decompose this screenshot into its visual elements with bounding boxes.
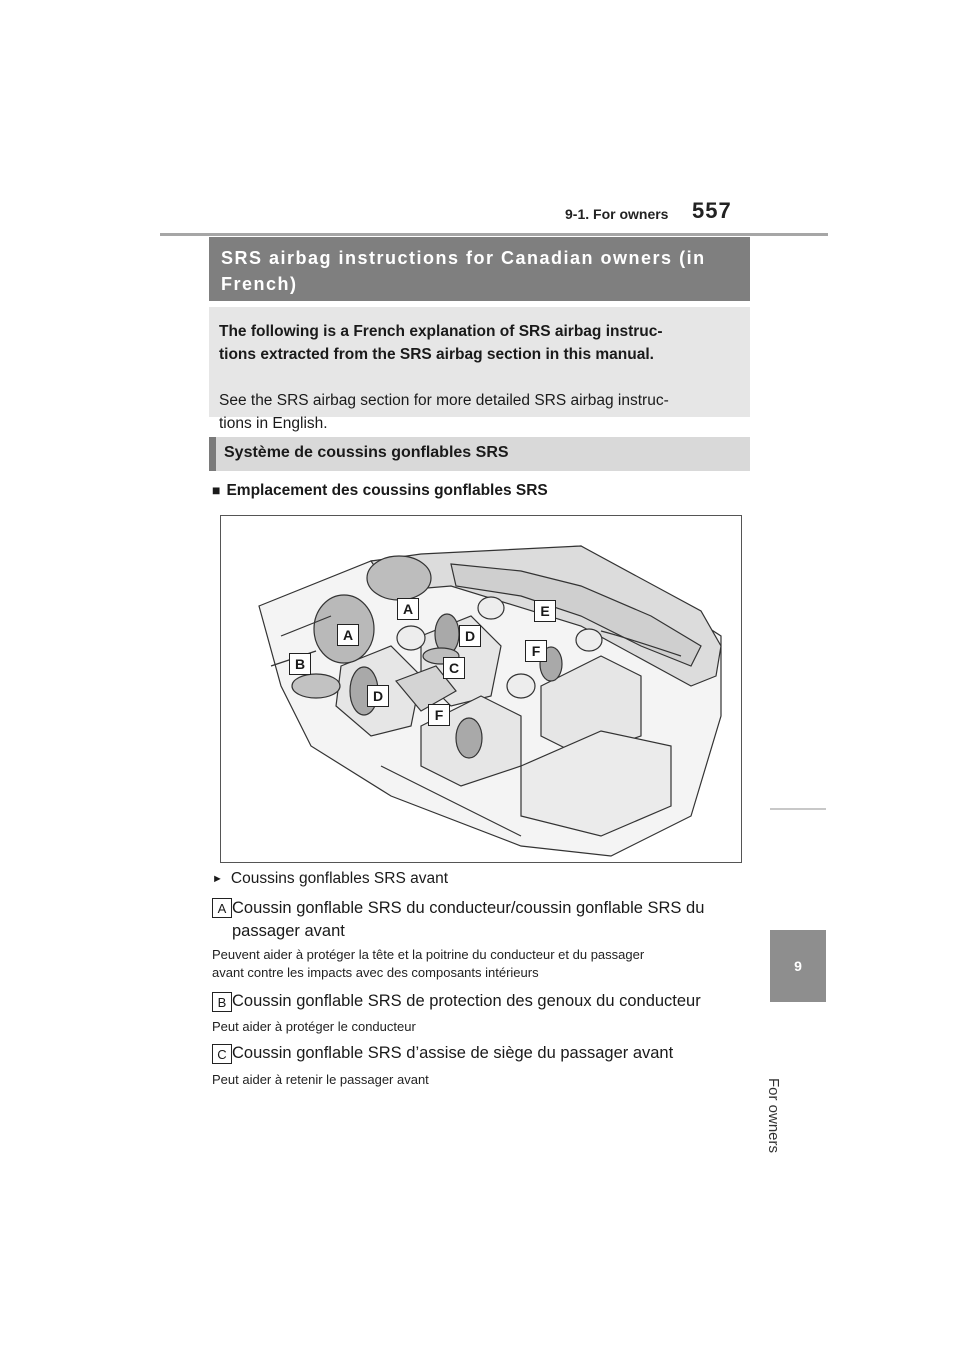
side-tab-rule xyxy=(770,808,826,810)
item-a-title-line-1: Coussin gonflable SRS du conducteur/coussin gonflable SRS du xyxy=(232,899,705,917)
bullet-text: Coussins gonflables SRS avant xyxy=(230,870,449,887)
section-title-box xyxy=(209,237,750,301)
triangle-bullet-icon: ► xyxy=(212,873,223,885)
callout-a-passenger: A xyxy=(397,598,419,620)
item-b-title: Coussin gonflable SRS de protection des genoux du conducteur xyxy=(232,992,701,1010)
airbag-location-figure xyxy=(220,515,742,863)
front-airbags-bullet xyxy=(212,870,448,888)
chapter-tab xyxy=(770,930,826,1002)
callout-c: C xyxy=(443,657,465,679)
intro-plain-paragraph xyxy=(219,389,744,435)
badge-a: A xyxy=(212,898,232,918)
item-a-desc-line-2: avant contre les impacts avec des composants intérieurs xyxy=(212,965,539,980)
callout-d-passenger: D xyxy=(459,625,481,647)
item-b-description: Peut aider à protéger le conducteur xyxy=(212,1019,416,1034)
item-a-description xyxy=(212,946,752,982)
callout-f-front: F xyxy=(525,640,547,662)
callout-a-driver: A xyxy=(337,624,359,646)
chapter-number: 9 xyxy=(794,958,802,974)
callout-f-rear: F xyxy=(428,704,450,726)
badge-b: B xyxy=(212,992,232,1012)
chapter-label: For owners xyxy=(765,1078,782,1154)
location-heading-text: Emplacement des coussins gonflables SRS xyxy=(226,482,548,499)
section-title: SRS airbag instructions for Canadian owners (in French) xyxy=(221,248,706,294)
callout-d-driver: D xyxy=(367,685,389,707)
vehicle-interior-illustration xyxy=(221,516,741,862)
header-rule xyxy=(160,233,828,236)
item-c-description: Peut aider à retenir le passager avant xyxy=(212,1072,429,1087)
intro-bold-line-1: The following is a French explanation of SRS airbag instruc- xyxy=(219,323,663,340)
section-label: 9-1. For owners xyxy=(565,206,669,222)
intro-plain-line-2: tions in English. xyxy=(219,415,328,432)
subsection-title: Système de coussins gonflables SRS xyxy=(224,444,509,461)
item-a-desc-line-1: Peuvent aider à protéger la tête et la poitrine du conducteur et du passager xyxy=(212,947,645,962)
item-c-title: Coussin gonflable SRS d’assise de siège du passager avant xyxy=(232,1044,674,1062)
intro-plain-line-1: See the SRS airbag section for more detailed SRS airbag instruc- xyxy=(219,392,669,409)
chapter-tab-label xyxy=(765,1010,806,1154)
location-heading xyxy=(212,482,548,500)
page-number: 557 xyxy=(692,198,732,223)
square-bullet-icon: ■ xyxy=(212,482,221,498)
intro-bold-paragraph xyxy=(219,320,744,366)
callout-b: B xyxy=(289,653,311,675)
intro-bold-line-2: tions extracted from the SRS airbag section in this manual. xyxy=(219,346,654,363)
item-a-title xyxy=(232,897,752,943)
callout-e: E xyxy=(534,600,556,622)
subsection-accent-bar xyxy=(209,437,216,471)
item-a-title-line-2: passager avant xyxy=(232,922,345,940)
badge-c: C xyxy=(212,1044,232,1064)
